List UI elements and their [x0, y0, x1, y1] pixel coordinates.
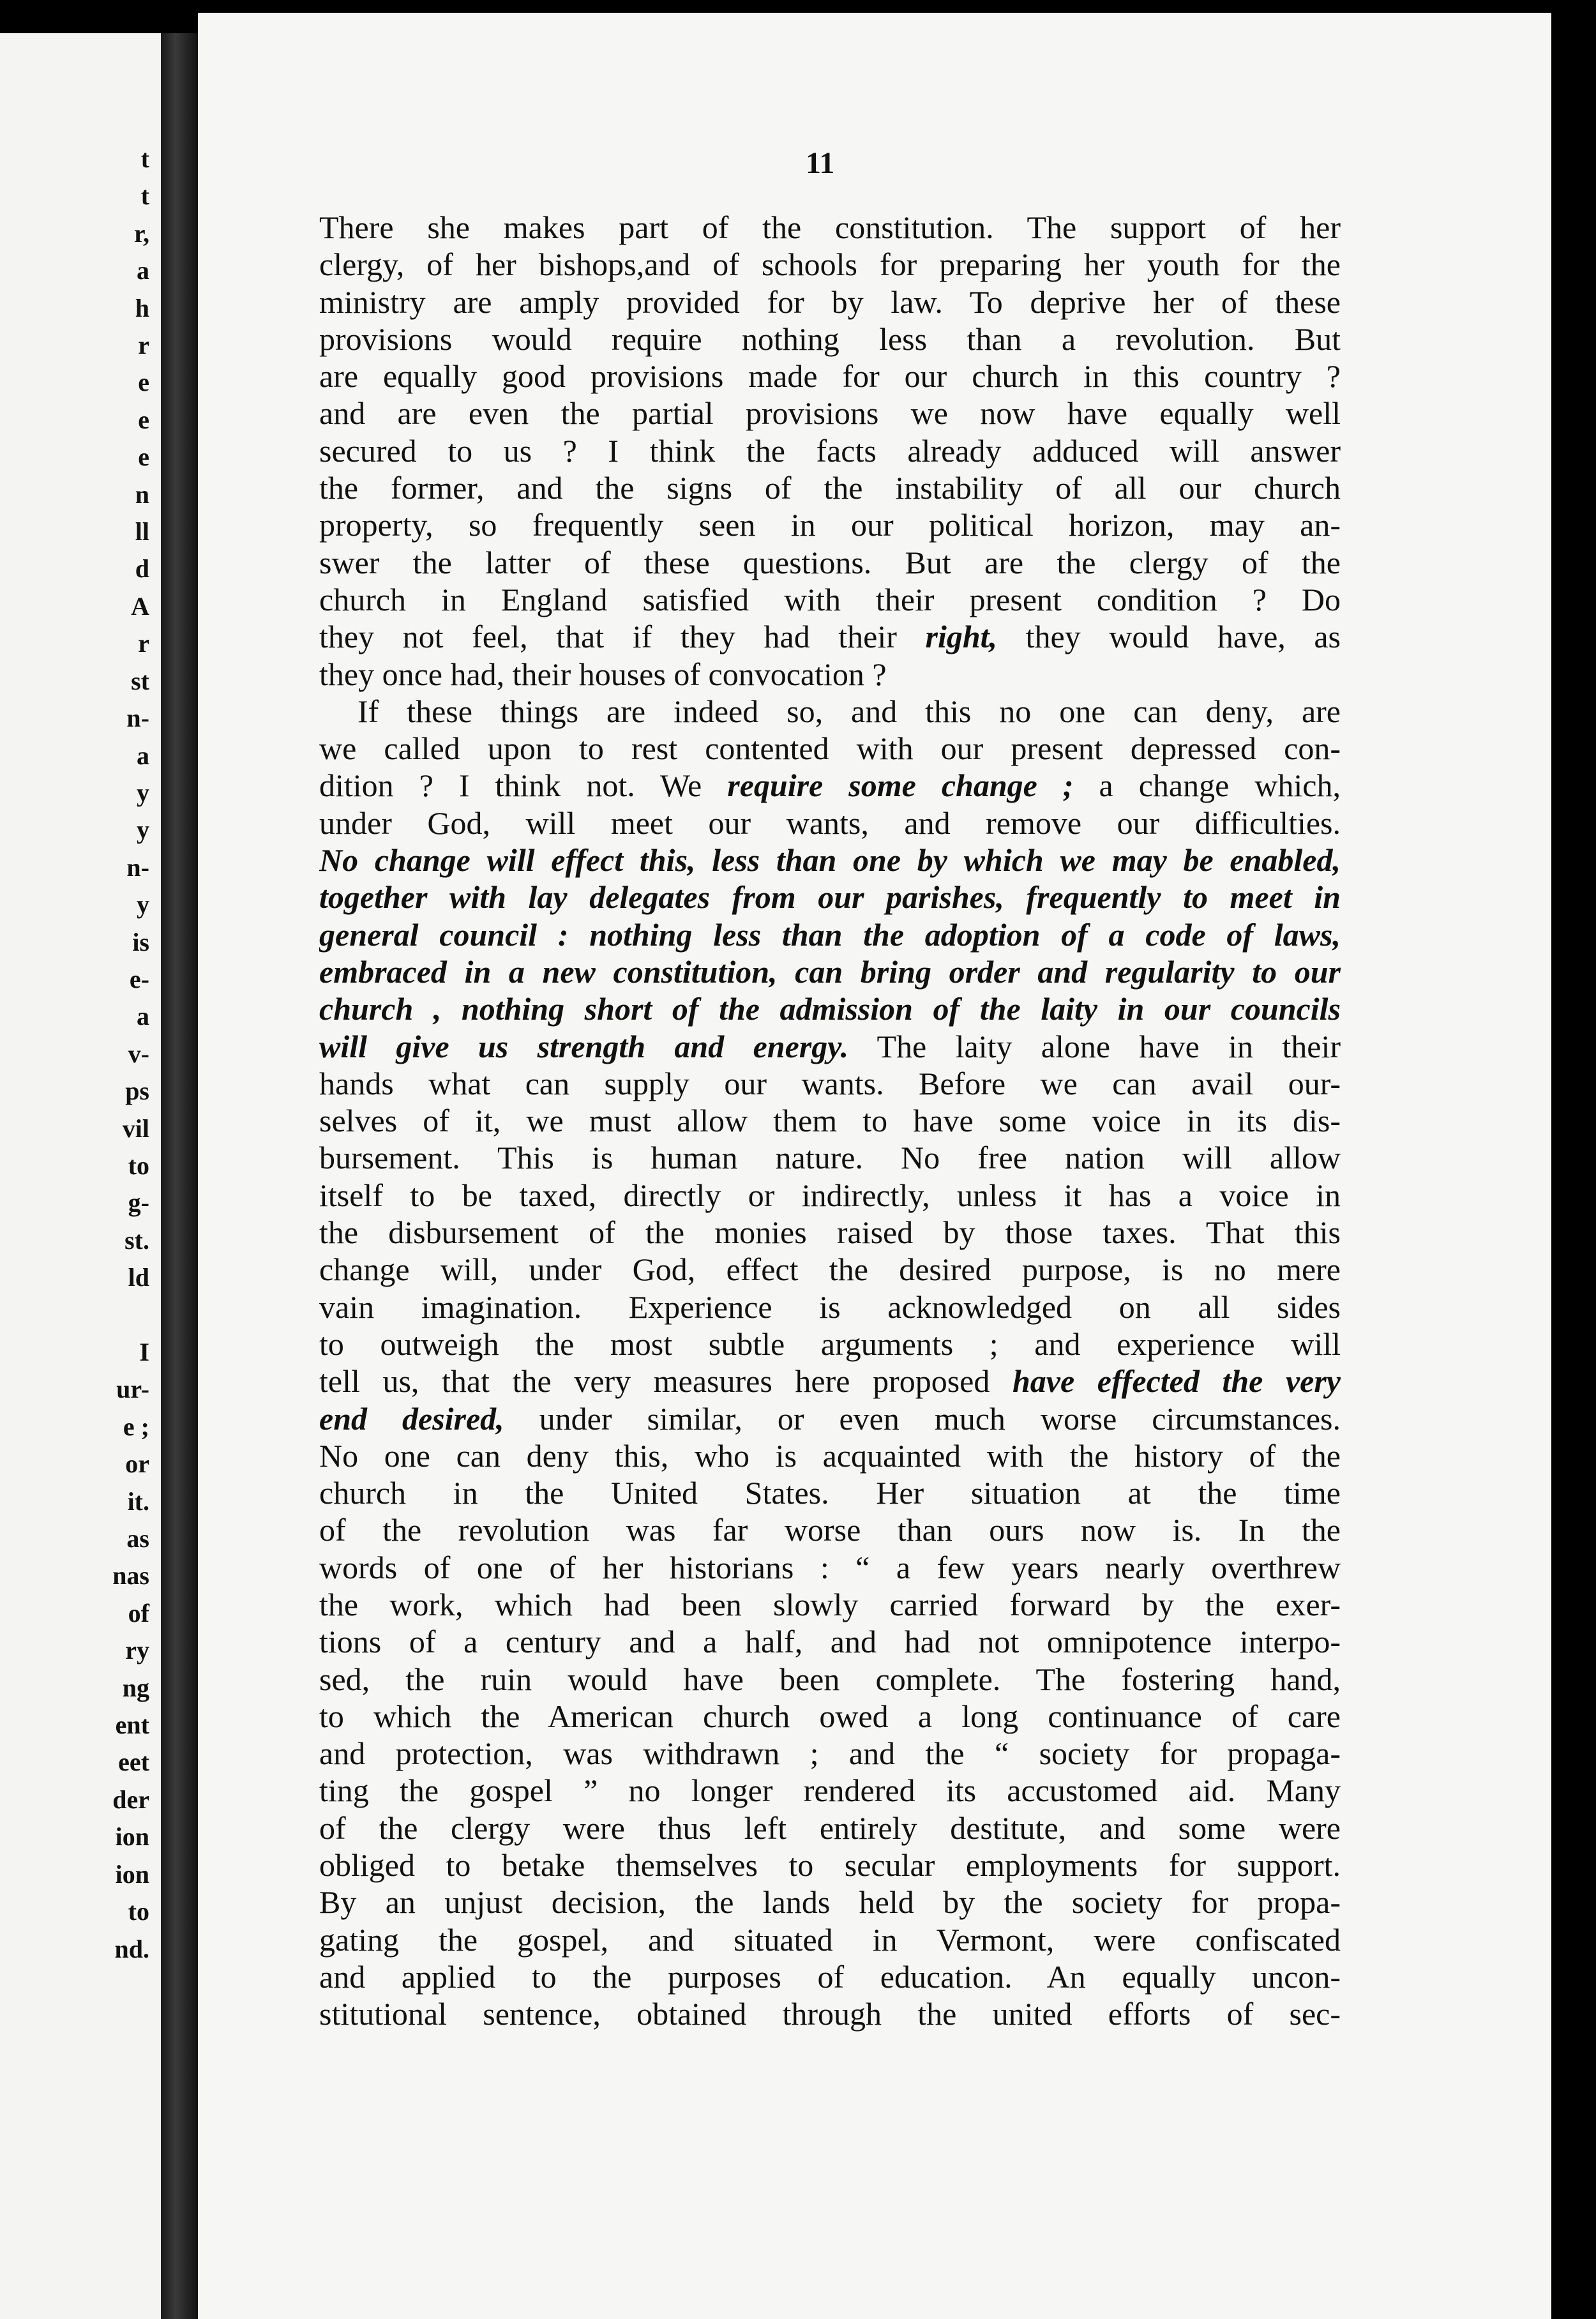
- text-line: itself to be taxed, directly or indirectly, unless it has a voice in: [319, 1177, 1341, 1213]
- text-line: [319, 916, 1341, 953]
- text-line: By an unjust decision, the lands held by the society for propa-: [319, 1884, 1341, 1921]
- text-line: selves of it, we must allow them to have some voice in its dis-: [319, 1103, 1341, 1139]
- text-line: clergy, of her bishops,and of schools for preparing her youth for the: [319, 246, 1341, 283]
- italic-text: general council : nothing less than the adoption of a code of laws,: [319, 916, 1341, 953]
- text-line: the former, and the signs of the instability of all our church: [319, 470, 1341, 506]
- left-fragment: y: [137, 890, 149, 919]
- text-line: under God, will meet our wants, and remove our difficulties.: [319, 804, 1341, 841]
- left-fragment: y: [137, 778, 149, 807]
- left-fragment: h: [135, 293, 149, 322]
- left-fragment: der: [112, 1785, 149, 1814]
- left-fragment: e: [138, 442, 149, 472]
- text-span: they not feel, that if they had their: [319, 619, 926, 655]
- text-line: and are even the partial provisions we now have equally well: [319, 395, 1341, 432]
- left-fragment: ion: [115, 1822, 149, 1852]
- page-number: 11: [806, 146, 835, 180]
- left-fragment: or: [125, 1449, 149, 1479]
- text-line: hands what can supply our wants. Before we can avail our-: [319, 1065, 1341, 1101]
- text-line: the disbursement of the monies raised by those taxes. That this: [319, 1214, 1341, 1251]
- text-line: sed, the ruin would have been complete. The fostering hand,: [319, 1661, 1341, 1697]
- italic-text: will give us strength and energy.: [319, 1028, 849, 1064]
- left-fragment: ng: [122, 1673, 149, 1702]
- text-line: [319, 1028, 1341, 1065]
- text-line: change will, under God, effect the desired purpose, is no mere: [319, 1251, 1341, 1288]
- text-line: church in the United States. Her situation at the time: [319, 1475, 1341, 1511]
- text-span: under similar, or even much worse circumstances.: [504, 1400, 1341, 1437]
- text-line: we called upon to rest contented with our present depressed con-: [319, 730, 1341, 767]
- text-line: [319, 879, 1341, 916]
- italic-text: require some change ;: [727, 767, 1074, 804]
- italic-text: have effected the very: [1012, 1363, 1341, 1400]
- left-fragment: of: [128, 1598, 149, 1628]
- left-fragment: y: [137, 815, 149, 845]
- left-fragment: e ;: [123, 1412, 149, 1441]
- left-fragment: e: [138, 405, 149, 434]
- left-fragment: nas: [112, 1561, 149, 1590]
- left-fragment: a: [137, 1002, 149, 1031]
- italic-text: No change will effect this, less than one by which we may be enabled,: [319, 842, 1341, 879]
- text-line: of the clergy were thus left entirely destitute, and some were: [319, 1809, 1341, 1846]
- left-fragment: ps: [125, 1076, 149, 1106]
- left-fragment: st: [131, 666, 149, 695]
- left-fragment: v-: [128, 1039, 149, 1068]
- left-page-edge: [0, 33, 161, 2319]
- text-line: [319, 990, 1341, 1027]
- text-line: and protection, was withdrawn ; and the “ society for propaga-: [319, 1735, 1341, 1772]
- left-fragment: ent: [115, 1711, 149, 1740]
- italic-text: embraced in a new constitution, can bring order and regularity to our: [319, 953, 1341, 990]
- left-fragment: ll: [135, 517, 149, 547]
- text-span: The laity alone have in their: [848, 1028, 1341, 1064]
- text-line: [319, 842, 1341, 879]
- text-line: swer the latter of these questions. But are the clergy of the: [319, 544, 1341, 580]
- left-fragment: r,: [133, 218, 149, 248]
- left-fragment: [73, 1297, 149, 1334]
- left-fragment: n-: [126, 704, 149, 733]
- left-fragment: A: [131, 591, 149, 621]
- text-line: secured to us ? I think the facts already adduced will answer: [319, 432, 1341, 469]
- body-text: [319, 209, 1341, 2033]
- text-span: dition ? I think not. We: [319, 767, 728, 804]
- text-line: [319, 953, 1341, 990]
- text-line: words of one of her historians : “ a few years nearly overthrew: [319, 1549, 1341, 1585]
- left-fragment: st.: [124, 1225, 149, 1255]
- left-fragment: e-: [129, 964, 149, 993]
- text-line: are equally good provisions made for our church in this country ?: [319, 358, 1341, 395]
- text-span: a change which,: [1073, 767, 1341, 804]
- left-fragment: as: [126, 1524, 149, 1553]
- left-fragment: it.: [127, 1486, 149, 1516]
- italic-text: right,: [925, 619, 998, 655]
- left-fragment: n-: [126, 852, 149, 882]
- text-line: to which the American church owed a long continuance of care: [319, 1698, 1341, 1734]
- left-fragment: eet: [118, 1748, 149, 1777]
- left-fragment: t: [140, 181, 149, 211]
- italic-text: church , nothing short of the admission of the laity in our councils: [319, 991, 1341, 1027]
- left-fragment: d: [135, 554, 149, 584]
- text-line: church in England satisfied with their present condition ? Do: [319, 581, 1341, 617]
- italic-text: together with lay delegates from our parishes, frequently to meet in: [319, 879, 1341, 916]
- text-line: [319, 1400, 1341, 1437]
- left-fragment: ry: [125, 1636, 149, 1665]
- text-line: If these things are indeed so, and this no one can deny, are: [358, 693, 1341, 729]
- text-line: obliged to betake themselves to secular employments for support.: [319, 1847, 1341, 1884]
- text-line: vain imagination. Experience is acknowledged on all sides: [319, 1288, 1341, 1325]
- left-fragment: ur-: [116, 1375, 149, 1404]
- left-fragment: g-: [128, 1188, 149, 1218]
- left-fragment: is: [132, 927, 149, 956]
- left-fragment: r: [138, 629, 149, 658]
- text-line: stitutional sentence, obtained through the united efforts of sec-: [319, 1996, 1341, 2032]
- left-fragment: to: [128, 1151, 149, 1180]
- text-line: property, so frequently seen in our political horizon, may an-: [319, 507, 1341, 543]
- text-line: and applied to the purposes of education. An equally uncon-: [319, 1958, 1341, 1995]
- text-line: tions of a century and a half, and had not omnipotence interpo-: [319, 1624, 1341, 1660]
- text-line: ministry are amply provided for by law. To deprive her of these: [319, 283, 1341, 320]
- text-line: gating the gospel, and situated in Vermont, were confiscated: [319, 1921, 1341, 1958]
- left-fragment: a: [137, 256, 149, 285]
- text-line: No one can deny this, who is acquainted with the history of the: [319, 1437, 1341, 1474]
- text-line: [319, 767, 1341, 804]
- text-line: they once had, their houses of convocation ?: [319, 656, 887, 692]
- text-line: the work, which had been slowly carried forward by the exer-: [319, 1586, 1341, 1622]
- text-line: There she makes part of the constitution. The support of her: [319, 209, 1341, 245]
- left-fragment: a: [137, 741, 149, 770]
- text-line: provisions would require nothing less than a revolution. But: [319, 321, 1341, 357]
- left-fragment: ion: [115, 1859, 149, 1889]
- text-line: bursement. This is human nature. No free nation will allow: [319, 1140, 1341, 1176]
- right-edge: [1551, 0, 1596, 2319]
- left-fragment: to: [128, 1897, 149, 1926]
- text-line: of the revolution was far worse than ours now is. In the: [319, 1512, 1341, 1548]
- left-fragment: ld: [128, 1263, 149, 1292]
- text-line: [319, 1363, 1341, 1400]
- left-fragment: e: [138, 368, 149, 397]
- left-page-fragments: [73, 140, 149, 1968]
- left-fragment: n: [135, 480, 149, 509]
- left-fragment: nd.: [114, 1934, 149, 1963]
- text-span: tell us, that the very measures here proposed: [319, 1363, 1013, 1400]
- italic-text: end desired,: [319, 1400, 504, 1437]
- left-fragment: t: [140, 144, 149, 173]
- left-fragment: vil: [122, 1114, 149, 1143]
- text-line: ting the gospel ” no longer rendered its accustomed aid. Many: [319, 1772, 1341, 1809]
- left-fragment: I: [139, 1338, 149, 1366]
- left-fragment: r: [138, 331, 149, 360]
- text-span: they would have, as: [997, 619, 1341, 655]
- text-line: to outweigh the most subtle arguments ; and experience will: [319, 1326, 1341, 1362]
- text-line: [319, 618, 1341, 655]
- book-gutter: [161, 33, 198, 2319]
